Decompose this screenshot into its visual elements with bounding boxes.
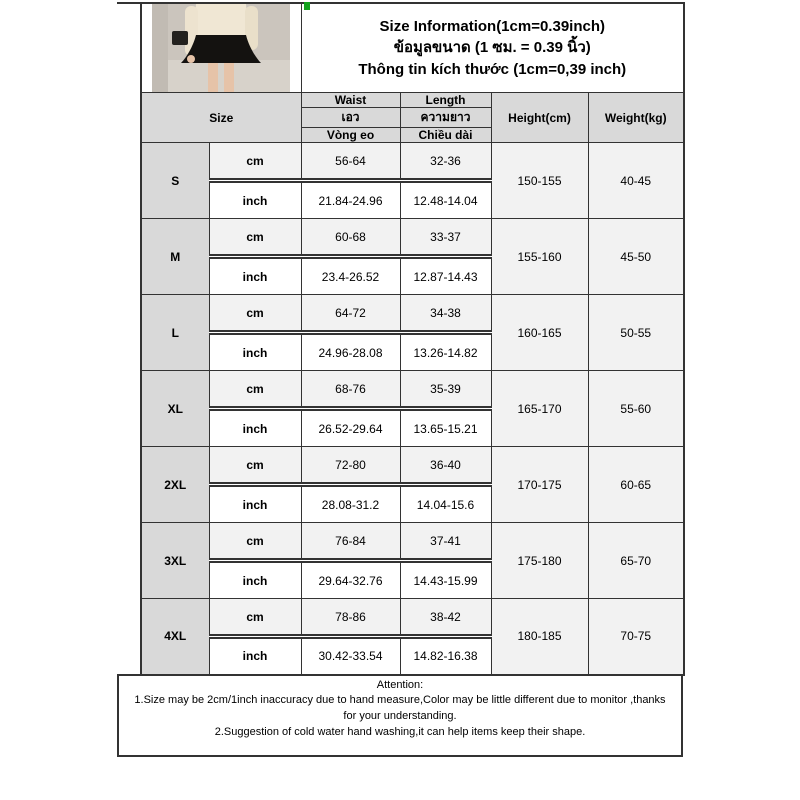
waist-inch-value: 30.42-33.54 [301,637,400,675]
waist-inch-value: 29.64-32.76 [301,561,400,599]
waist-inch-value: 26.52-29.64 [301,409,400,447]
length-cm-value: 33-37 [400,219,491,257]
attention-heading: Attention: [376,678,424,691]
unit-cell-inch: inch [209,561,301,599]
size-label: 2XL [141,447,209,523]
unit-cell-cm: cm [209,219,301,257]
size-table [140,2,685,676]
header-height: Height(cm) [491,93,588,143]
length-cm-value: 38-42 [400,599,491,637]
waist-cm-value: 68-76 [301,371,400,409]
waist-cm-value: 60-68 [301,219,400,257]
height-value: 165-170 [491,371,588,447]
size-label: L [141,295,209,371]
product-image [152,4,290,92]
weight-value: 60-65 [588,447,684,523]
length-inch-value: 14.43-15.99 [400,561,491,599]
waist-inch-value: 21.84-24.96 [301,181,400,219]
header-weight: Weight(kg) [588,93,684,143]
sheet-layout [117,2,683,757]
weight-value: 45-50 [588,219,684,295]
title-line-vi: Thông tin kích thước (1cm=0,39 inch) [358,60,627,78]
header-waist-vi: Vòng eo [301,128,400,143]
title-line-th: ข้อมูลขนาด (1 ซม. = 0.39 นิ้ว) [393,39,591,57]
product-photo-cell [141,3,301,93]
unit-cell-inch: inch [209,485,301,523]
waist-cm-value: 78-86 [301,599,400,637]
weight-value: 50-55 [588,295,684,371]
size-label: 4XL [141,599,209,675]
waist-cm-value: 72-80 [301,447,400,485]
attention-line-2: 2.Suggestion of cold water hand washing,it can help items keep their shape. [214,726,586,739]
handbag-shape [172,31,188,45]
height-value: 150-155 [491,143,588,219]
header-length-th: ความยาว [400,108,491,128]
height-value: 160-165 [491,295,588,371]
weight-value: 40-45 [588,143,684,219]
waist-inch-value: 23.4-26.52 [301,257,400,295]
length-cm-value: 34-38 [400,295,491,333]
unit-cell-inch: inch [209,409,301,447]
weight-value: 55-60 [588,371,684,447]
header-waist-en: Waist [301,93,400,108]
waist-inch-value: 28.08-31.2 [301,485,400,523]
waist-cm-value: 56-64 [301,143,400,181]
unit-cell-cm: cm [209,371,301,409]
unit-cell-inch: inch [209,257,301,295]
unit-cell-cm: cm [209,447,301,485]
length-cm-value: 37-41 [400,523,491,561]
length-cm-value: 35-39 [400,371,491,409]
title-cell [301,3,684,93]
unit-cell-inch: inch [209,333,301,371]
green-flag-marker [304,2,310,10]
height-value: 180-185 [491,599,588,675]
size-label: 3XL [141,523,209,599]
height-value: 170-175 [491,447,588,523]
length-inch-value: 13.65-15.21 [400,409,491,447]
height-value: 155-160 [491,219,588,295]
top-border-stub [117,2,142,4]
size-label: S [141,143,209,219]
height-value: 175-180 [491,523,588,599]
header-length-en: Length [400,93,491,108]
attention-box [117,674,683,758]
unit-cell-inch: inch [209,181,301,219]
length-inch-value: 14.04-15.6 [400,485,491,523]
unit-cell-cm: cm [209,143,301,181]
header-size: Size [141,93,301,143]
waist-cm-value: 64-72 [301,295,400,333]
weight-value: 70-75 [588,599,684,675]
length-inch-value: 12.48-14.04 [400,181,491,219]
unit-cell-cm: cm [209,295,301,333]
unit-cell-cm: cm [209,523,301,561]
attention-line-1: 1.Size may be 2cm/1inch inaccuracy due to hand measure,Color may be little different due to monitor ,thanks for your understanding. [134,694,666,723]
title-line-en: Size Information(1cm=0.39inch) [379,18,605,36]
leg-shape [224,63,234,92]
length-inch-value: 14.82-16.38 [400,637,491,675]
weight-value: 65-70 [588,523,684,599]
length-cm-value: 36-40 [400,447,491,485]
sweater-shape [193,4,249,39]
unit-cell-inch: inch [209,637,301,675]
length-inch-value: 12.87-14.43 [400,257,491,295]
header-waist-th: เอว [301,108,400,128]
unit-cell-cm: cm [209,599,301,637]
waist-inch-value: 24.96-28.08 [301,333,400,371]
leg-shape [208,63,218,92]
size-label: XL [141,371,209,447]
header-length-vi: Chiều dài [400,128,491,143]
size-label: M [141,219,209,295]
waist-cm-value: 76-84 [301,523,400,561]
length-cm-value: 32-36 [400,143,491,181]
length-inch-value: 13.26-14.82 [400,333,491,371]
